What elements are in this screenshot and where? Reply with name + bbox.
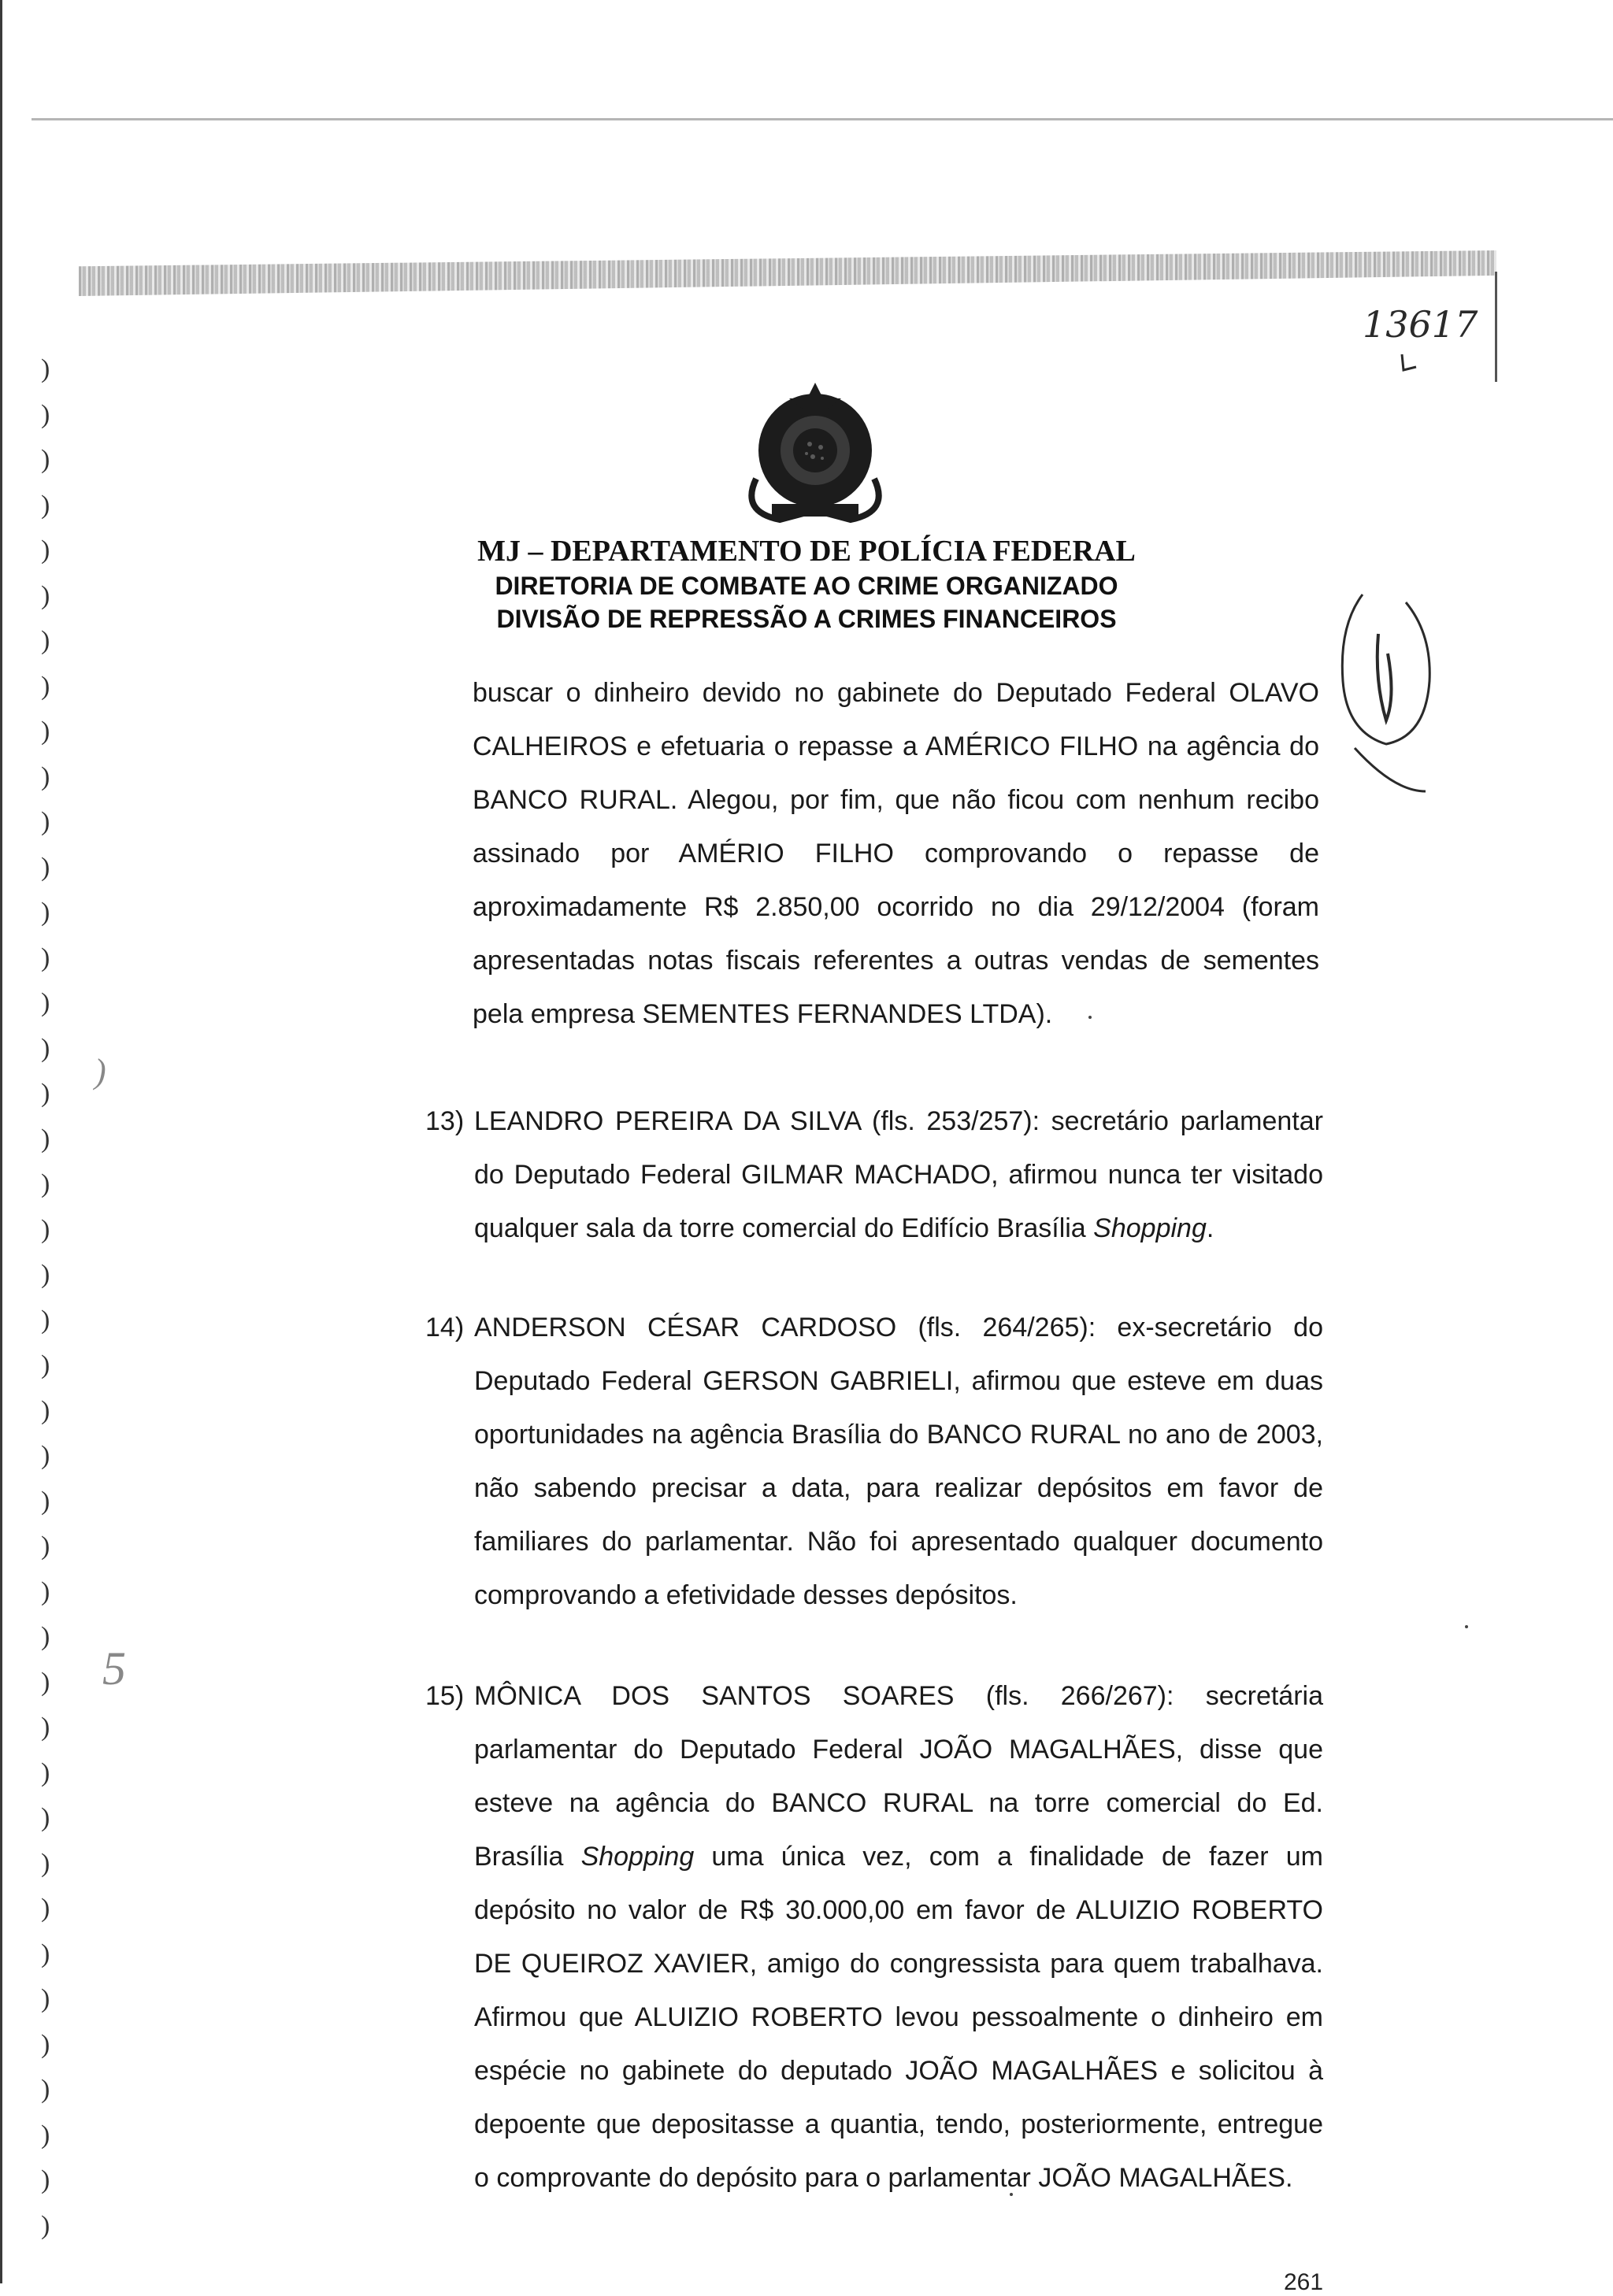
item-number: 15)	[425, 1681, 465, 1711]
item-text: ANDERSON CÉSAR CARDOSO (fls. 264/265): ex-secretário do Deputado Federal GERSON GABRIELI, afirmou que esteve em duas oportunidades na agência Brasília do BANCO RURAL no ano de 2003, não sabendo precisar a data, para realizar depósitos em favor de familiares do parlamentar. Não foi apresentado qualquer documento comprovando a efetividade desses depósitos.	[474, 1313, 1323, 1610]
header-division: DIVISÃO DE REPRESSÃO A CRIMES FINANCEIROS	[496, 605, 1117, 633]
brasao-crest-icon	[725, 378, 906, 535]
list-item-15	[425, 1669, 1323, 2205]
page-number: 261	[1284, 2269, 1324, 2295]
item-number: 13)	[425, 1106, 465, 1136]
scan-top-rule	[32, 118, 1613, 120]
item-number: 14)	[425, 1313, 465, 1342]
list-item-14	[425, 1301, 1323, 1622]
folio-number-text: 13617	[1363, 303, 1478, 346]
item-text: MÔNICA DOS SANTOS SOARES (fls. 266/267): secretária parlamentar do Deputado Federal JOÃO MAGALHÃES, disse que esteve na agência do BANCO RURAL na torre comercial do Ed. Brasília Shopping uma única vez, com a finalidade de fazer um depósito no valor de R$ 30.000,00 em favor de ALUIZIO ROBERTO DE QUEIROZ XAVIER, amigo do congressista para quem trabalhava. Afirmou que ALUIZIO ROBERTO levou pessoalmente o dinheiro em espécie no gabinete do deputado JOÃO MAGALHÃES e solicitou à depoente que depositasse a quantia, tendo, posteriormente, entregue o comprovante do depósito para o parlamentar JOÃO MAGALHÃES.	[474, 1681, 1323, 2193]
margin-scribble: )	[95, 1052, 106, 1091]
speck	[1010, 2193, 1013, 2196]
intro-paragraph: buscar o dinheiro devido no gabinete do Deputado Federal OLAVO CALHEIROS e efetuaria o repasse a AMÉRICO FILHO na agência do BANCO RURAL. Alegou, por fim, que não ficou com nenhum recibo assinado por AMÉRIO FILHO comprovando o repasse de aproximadamente R$ 2.850,00 ocorrido no dia 29/12/2004 (foram apresentadas notas fiscais referentes a outras vendas de sementes pela empresa SEMENTES FERNANDES LTDA).	[473, 678, 1319, 1029]
handwritten-folio-number	[1355, 291, 1489, 378]
scan-left-edge	[0, 0, 2, 2283]
speck	[1088, 1016, 1092, 1019]
binding-marks: ) ) ) ) ) ) ) ) ) ) ) ) ) ) ) ) ) ) ) ) ) ) ) ) ) ) ) ) ) ) ) ) ) ) ) ) ) ) ) ) ) )	[41, 354, 50, 2240]
speck	[1465, 1625, 1468, 1628]
header-directorate: DIRETORIA DE COMBATE AO CRIME ORGANIZADO	[495, 572, 1118, 600]
scan-right-bar	[1495, 272, 1497, 382]
handwritten-signature	[1331, 579, 1433, 815]
header-title: MJ – DEPARTAMENTO DE POLÍCIA FEDERAL	[477, 535, 1136, 568]
margin-scribble: 5	[102, 1642, 126, 1694]
item-text: LEANDRO PEREIRA DA SILVA (fls. 253/257): secretário parlamentar do Deputado Federal GILMAR MACHADO, afirmou nunca ter visitado qualquer sala da torre comercial do Edifício Brasília Shopping.	[474, 1106, 1323, 1243]
scan-noise-band	[79, 250, 1496, 296]
list-item-13	[425, 1094, 1323, 1255]
